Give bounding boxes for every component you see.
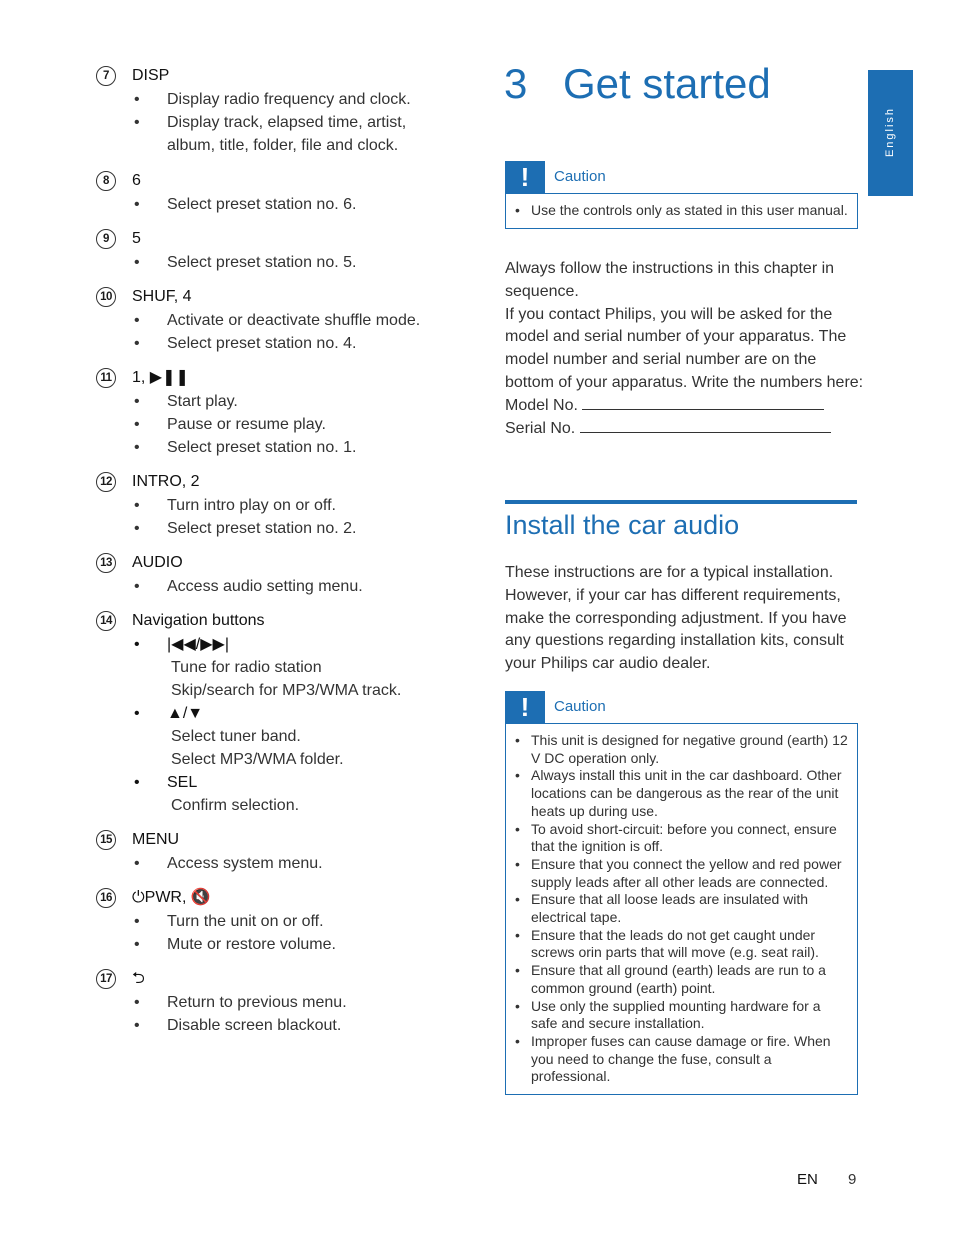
- model-number-line: [505, 395, 865, 418]
- control-name: 5: [132, 230, 141, 247]
- caution-item: • To avoid short-circuit: before you connect, ensure that the ignition is off.: [506, 821, 849, 856]
- item-number-badge: 17: [96, 969, 116, 989]
- function-list: [96, 852, 456, 875]
- item-number-badge: 15: [96, 830, 116, 850]
- control-item-header: [96, 967, 456, 991]
- control-item-header: [96, 551, 456, 575]
- caution-item: • Ensure that all loose leads are insulated with electrical tape.: [506, 891, 849, 926]
- function-list: [96, 251, 456, 274]
- function-description: • Access audio setting menu.: [96, 575, 456, 598]
- control-item: [96, 64, 456, 157]
- footer-language: EN: [797, 1171, 818, 1188]
- item-number-badge: 16: [96, 888, 116, 908]
- caution-header: [505, 161, 858, 194]
- control-item: [96, 366, 456, 459]
- caution-label: Caution: [554, 168, 606, 185]
- function-list: [96, 390, 456, 459]
- control-item-header: [96, 470, 456, 494]
- item-number-badge: 9: [96, 229, 116, 249]
- caution-label: Caution: [554, 698, 606, 715]
- function-description: • Start play.: [96, 390, 456, 413]
- chapter-title: Get started: [563, 60, 771, 107]
- control-descriptions: [96, 64, 456, 1037]
- function-description: • Pause or resume play.: [96, 413, 456, 436]
- control-name: SHUF, 4: [132, 288, 192, 305]
- caution-list: [506, 194, 857, 228]
- item-number-badge: 12: [96, 472, 116, 492]
- function-description: • Select preset station no. 5.: [96, 251, 456, 274]
- control-name: 1, ▶❚❚: [132, 369, 189, 386]
- control-item-header: [96, 366, 456, 390]
- function-list: [96, 193, 456, 216]
- item-number-badge: 13: [96, 553, 116, 573]
- control-name: DISP: [132, 67, 170, 84]
- control-item: [96, 470, 456, 540]
- caution-list: [506, 724, 857, 1094]
- control-item: [96, 285, 456, 355]
- control-item-header: [96, 828, 456, 852]
- control-item-header: [96, 227, 456, 251]
- function-list: [96, 494, 456, 540]
- control-item: [96, 828, 456, 875]
- control-item-header: [96, 285, 456, 309]
- function-description: Skip/search for MP3/WMA track.: [171, 682, 402, 699]
- function-description: • Activate or deactivate shuffle mode.: [96, 309, 456, 332]
- language-tab: [868, 70, 913, 196]
- control-item-header: [96, 886, 456, 910]
- serial-number-line: [505, 418, 865, 441]
- chapter-number: 3: [504, 60, 528, 107]
- function-description: • Select preset station no. 6.: [96, 193, 456, 216]
- function-description: • Return to previous menu.: [96, 991, 456, 1014]
- function-description: • Turn intro play on or off.: [96, 494, 456, 517]
- caution-box: [505, 692, 858, 1095]
- control-item-header: [96, 169, 456, 193]
- section-paragraph: These instructions are for a typical installation. However, if your car has different requirements, make the corresponding adjustment. If you have any questions regarding installation kits, consult your Philips car audio dealer.: [505, 564, 847, 673]
- function-description: • Select preset station no. 2.: [96, 517, 456, 540]
- item-number-badge: 7: [96, 66, 116, 86]
- function-description: Confirm selection.: [171, 797, 300, 814]
- page-number: 9: [848, 1171, 857, 1188]
- item-number-badge: 11: [96, 368, 116, 388]
- section-text: [505, 562, 857, 676]
- control-item-header: [96, 609, 456, 633]
- function-description: album, title, folder, file and clock.: [167, 137, 399, 154]
- exclamation-icon: !: [505, 161, 545, 194]
- control-name: INTRO, 2: [132, 473, 200, 490]
- function-description: • Disable screen blackout.: [96, 1014, 456, 1037]
- button-name: • ▲/▼: [96, 702, 456, 725]
- caution-item: • This unit is designed for negative ground (earth) 12 V DC operation only.: [506, 732, 849, 767]
- function-list: [96, 633, 456, 817]
- control-item: [96, 967, 456, 1037]
- item-number-badge: 10: [96, 287, 116, 307]
- caution-box: [505, 162, 858, 229]
- control-name: ⮌: [132, 970, 145, 987]
- function-description: • Select preset station no. 4.: [96, 332, 456, 355]
- exclamation-icon: !: [505, 691, 545, 724]
- function-list: [96, 991, 456, 1037]
- control-item-header: [96, 64, 456, 88]
- button-name: • SEL: [96, 771, 456, 794]
- caution-header: [505, 691, 858, 724]
- function-list: [96, 309, 456, 355]
- control-name: AUDIO: [132, 554, 183, 571]
- caution-item: • Ensure that all ground (earth) leads are run to a common ground (earth) point.: [506, 962, 849, 997]
- intro-paragraph: If you contact Philips, you will be asked for the model and serial number of your apparatus. The model number and serial number are on the bottom of your apparatus. Write the numbers here:: [505, 305, 864, 391]
- function-description: Select MP3/WMA folder.: [171, 751, 344, 768]
- caution-item: • Ensure that the leads do not get caught under screws orin parts that will move (e.g. seat rail).: [506, 927, 849, 962]
- serial-label: Serial No.: [505, 419, 576, 437]
- function-list: [96, 88, 456, 157]
- model-label: Model No.: [505, 396, 578, 414]
- control-name: 6: [132, 172, 141, 189]
- caution-item: • Always install this unit in the car dashboard. Other locations can be dangerous as the rear of the unit heats up during use.: [506, 767, 849, 820]
- item-number-badge: 14: [96, 611, 116, 631]
- serial-fill-line: [580, 418, 831, 433]
- caution-item: • Use the controls only as stated in this user manual.: [506, 202, 849, 220]
- function-description: • Select preset station no. 1.: [96, 436, 456, 459]
- function-description: • Mute or restore volume.: [96, 933, 456, 956]
- control-name: Navigation buttons: [132, 612, 265, 629]
- control-item: [96, 609, 456, 817]
- function-description: • Display radio frequency and clock.: [96, 88, 456, 111]
- control-item: [96, 551, 456, 598]
- language-tab-label: English: [884, 106, 896, 158]
- caution-item: • Improper fuses can cause damage or fire. When you need to change the fuse, consult a professional.: [506, 1033, 849, 1086]
- function-list: [96, 575, 456, 598]
- intro-text: [505, 258, 865, 440]
- caution-item: • Ensure that you connect the yellow and red power supply leads after all other leads are connected.: [506, 856, 849, 891]
- function-list: [96, 910, 456, 956]
- function-description: • Display track, elapsed time, artist,: [96, 111, 456, 134]
- function-description: • Access system menu.: [96, 852, 456, 875]
- control-name: ⏻PWR, 🔇: [132, 889, 211, 906]
- control-item: [96, 227, 456, 274]
- function-description: Select tuner band.: [171, 728, 301, 745]
- button-name: • |◀◀/▶▶|: [96, 633, 456, 656]
- control-item: [96, 169, 456, 216]
- control-name: MENU: [132, 831, 180, 848]
- item-number-badge: 8: [96, 171, 116, 191]
- section-title: Install the car audio: [505, 510, 740, 540]
- control-item: [96, 886, 456, 956]
- caution-item: • Use only the supplied mounting hardware for a safe and secure installation.: [506, 998, 849, 1033]
- section-divider: [505, 500, 857, 504]
- function-description: • Turn the unit on or off.: [96, 910, 456, 933]
- function-description: Tune for radio station: [171, 659, 322, 676]
- model-fill-line: [582, 395, 824, 410]
- intro-paragraph: Always follow the instructions in this chapter in sequence.: [505, 260, 835, 300]
